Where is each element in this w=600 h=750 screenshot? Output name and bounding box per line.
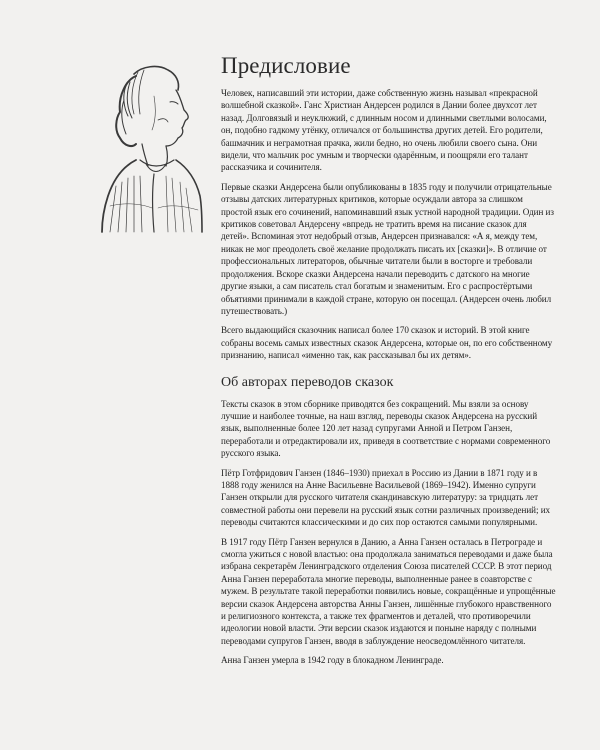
andersen-portrait-illustration — [96, 56, 206, 234]
section-title: Об авторах переводов сказок — [221, 374, 394, 390]
section-paragraph: В 1917 году Пётр Ганзен вернулся в Данию, а Анна Ганзен осталась в Петрограде и смогла ужиться с новой властью: она продолжала заниматься переводами и даже была избрана секретарём Ленинградского отделения Союза писателей СССР. В этот период Анна Ганзен переработала многие переводы, выполненные ранее в соавторстве с мужем. В результате такой переработки появились новые, сокращённые и упрощённые версии сказок Андерсена авторства Анны Ганзен, лишённые глубокого нравственного и религиозного контекста, а также тех фрагментов и деталей, что противоречили идеологии новой власти. Эти версии сказок издаются и поныне наряду с полными переводами супругов Ганзен, вводя в заблуждение неосведомлённого читателя. — [221, 536, 556, 646]
section-paragraph: Пётр Готфридович Ганзен (1846–1930) приехал в Россию из Дании в 1871 году и в 1888 году женился на Анне Васильевне Васильевой (1869–1942). Именно супруги Ганзен открыли для русского читателя скандинавскую литературу: за тридцать лет совместной работы они перевели на русский язык сотни различных произведений; их переводы считаются классическими и до сих пор остаются самыми популярными. — [221, 467, 551, 528]
preface-content — [221, 52, 556, 674]
section-paragraph: Тексты сказок в этом сборнике приводятся без сокращений. Мы взяли за основу лучшие и наиболее точные, на наш взгляд, переводы сказок Андерсена на русский язык, выполненные более 120 лет назад супругами Анной и Петром Ганзен, переработали и отредактировали их, приведя в соответствие с нормами современного русского языка. — [221, 398, 551, 459]
intro-paragraph: Всего выдающийся сказочник написал более 170 сказок и историй. В этой книге собраны восемь самых известных сказок Андерсена, которые он, по его собственному признанию, написал «именно так, как рассказывал бы их детям». — [221, 325, 553, 361]
page-title: Предисловие — [221, 53, 351, 78]
section-paragraph: Анна Ганзен умерла в 1942 году в блокадном Ленинграде. — [221, 655, 444, 666]
intro-paragraph: Человек, написавший эти истории, даже собственную жизнь называл «прекрасной волшебной сказкой». Ганс Христиан Андерсен родился в Дании более двухсот лет назад. Долговязый и неуклюжий, с длинным носом и длинными светлыми волосами, он, подобно гадкому утёнку, отличался от большинства других детей. Его родители, башмачник и неграмотная прачка, жили бедно, но очень любили своего сына. Они видели, что мальчик рос умным и творчески одарённым, и поощряли его талант рассказчика и сочинителя. — [221, 88, 547, 173]
intro-paragraph: Первые сказки Андерсена были опубликованы в 1835 году и получили отрицательные отзывы датских литературных критиков, которые осуждали автора за слишком простой язык его сочинений, напоминавший язык устной народной традиции. Один из критиков советовал Андерсену «впредь не тратить время на писание сказок для детей». Вспоминая этот недобрый отзыв, Андерсен признавался: «А я, между тем, никак не мог преодолеть своё желание продолжать писать их [сказки]». В отличие от профессиональных литераторов, обычные читатели были в восторге и требовали продолжения. Вскоре сказки Андерсена начали переводить с датского на многие другие языки, а сам писатель стал богатым и знаменитым. Его с распростёртыми объятиями принимали в каждой стране, которую он посещал. (Андерсен очень любил путешествовать.) — [221, 181, 554, 316]
